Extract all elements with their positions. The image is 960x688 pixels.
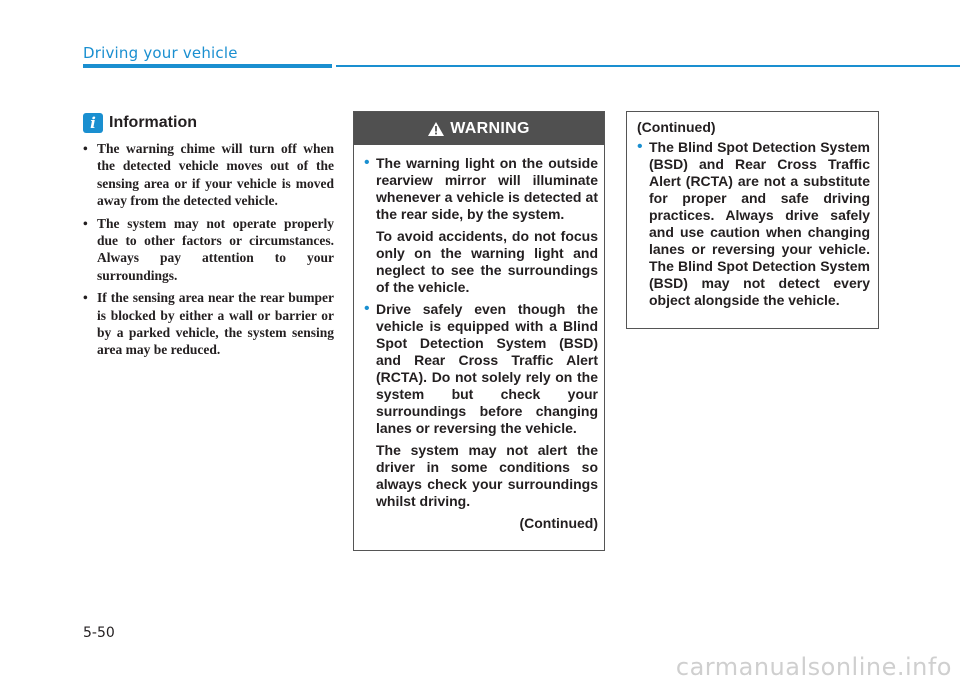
continued-box (626, 111, 879, 329)
information-list (83, 140, 334, 364)
watermark: carmanualsonline.info (675, 653, 952, 681)
warning-body (354, 145, 604, 531)
section-title: Driving your vehicle (83, 44, 238, 62)
information-item: • The system may not operate properly due to other factors or circumstances. Always pay attention to your surroundings. (83, 215, 334, 285)
warning-label: WARNING (450, 119, 530, 137)
header-rule (336, 65, 960, 67)
continued-list (637, 139, 870, 309)
info-icon: i (83, 113, 103, 133)
continued-item (637, 139, 870, 309)
header-rule-accent (83, 64, 332, 68)
warning-text: • Drive safely even though the vehicle is equipped with a Blind Spot Detection System (BSD) and Rear Cross Traffic Alert (RCTA). Do not solely rely on the system but check your surroundings before changing lanes or reversing the vehicle. (376, 301, 598, 436)
continued-heading: (Continued) (637, 119, 716, 135)
page-number: 5-50 (83, 625, 115, 641)
information-title: Information (109, 114, 197, 131)
warning-text: • The warning light on the outside rearview mirror will illuminate whenever a vehicle is detected at the rear side, by the system. (376, 155, 598, 222)
warning-box (353, 111, 605, 551)
information-item: • The warning chime will turn off when the detected vehicle moves out of the sensing area or if your vehicle is moved away from the detected vehicle. (83, 140, 334, 210)
warning-header (354, 112, 604, 145)
warning-followup: The system may not alert the driver in some conditions so always check your surroundings whilst driving. (376, 442, 598, 509)
warning-list (364, 155, 598, 510)
warning-followup: To avoid accidents, do not focus only on the warning light and neglect to see the surroundings of the vehicle. (376, 228, 598, 295)
continued-text: • The Blind Spot Detection System (BSD) and Rear Cross Traffic Alert (RCTA) are not a substitute for proper and safe driving practices. Always drive safely and use caution when changing lanes or reversing your vehicle. The Blind Spot Detection System (BSD) may not detect every object alongside the vehicle. (649, 139, 870, 308)
warning-triangle-icon (428, 122, 444, 136)
continued-label: (Continued) (519, 515, 598, 531)
information-item: • If the sensing area near the rear bumper is blocked by either a wall or barrier or by a parked vehicle, the system sensing area may be reduced. (83, 289, 334, 359)
warning-item (364, 155, 598, 296)
warning-item (364, 301, 598, 510)
